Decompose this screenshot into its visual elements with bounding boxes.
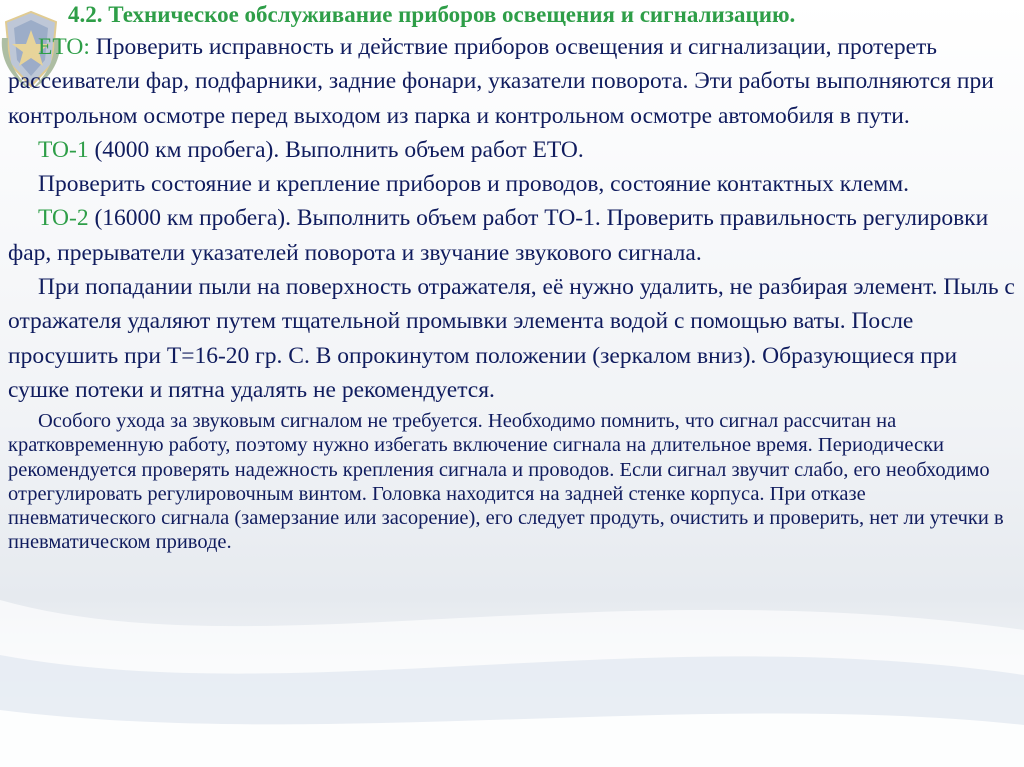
to1-paragraph — [8, 133, 1016, 167]
eto-paragraph — [8, 30, 1016, 133]
to1-label: ТО-1 — [38, 136, 89, 163]
reflector-paragraph: При попадании пыли на поверхность отражателя, её нужно удалить, не разбирая элемент. Пыль с отражателя удаляют путем тщательной промывки элемента водой с помощью ваты. После просушить при Т=16-20 гр. С. В опрокинутом положении (зеркалом вниз). Образующиеся при сушке потеки и пятна удалять не рекомендуется. — [8, 274, 1015, 403]
to1-text: (4000 км пробега). Выполнить объем работ ЕТО. — [88, 136, 584, 163]
eto-text: Проверить исправность и действие приборов освещения и сигнализации, протереть рассеиватели фар, подфарники, задние фонари, указатели поворота. Эти работы выполняются при контрольном осмотре перед выходом из парка и контрольном осмотре автомобиля в пути. — [8, 34, 994, 129]
signal-paragraph: Особого ухода за звуковым сигналом не требуется. Необходимо помнить, что сигнал рассчитан на кратковременную работу, поэтому нужно избегать включение сигнала на длительное время. Периодически рекомендуется проверять надежность крепления сигнала и проводов. Если сигнал звучит слабо, его необходимо отрегулировать регулировочным винтом. Головка находится на задней стенке корпуса. При отказе пневматического сигнала (замерзание или засорение), его следует продуть, очистить и проверить, нет ли утечки в пневматическом приводе. — [8, 410, 1004, 554]
to2-paragraph — [8, 201, 1016, 270]
eto-label: ЕТО: — [38, 34, 90, 60]
to2-text: (16000 км пробега). Выполнить объем работ ТО-1. Проверить правильность регулировки фар, прерыватели указателей поворота и звучание звукового сигнала. — [8, 205, 989, 266]
slide-content — [8, 0, 1016, 554]
to2-label: ТО-2 — [38, 205, 89, 232]
decorative-wave — [0, 560, 1024, 767]
to1-checks-paragraph: Проверить состояние и крепление приборов и проводов, состояние контактных клемм. — [38, 171, 910, 198]
slide-title: 4.2. Техническое обслуживание приборов освещения и сигнализацию. — [68, 2, 796, 27]
